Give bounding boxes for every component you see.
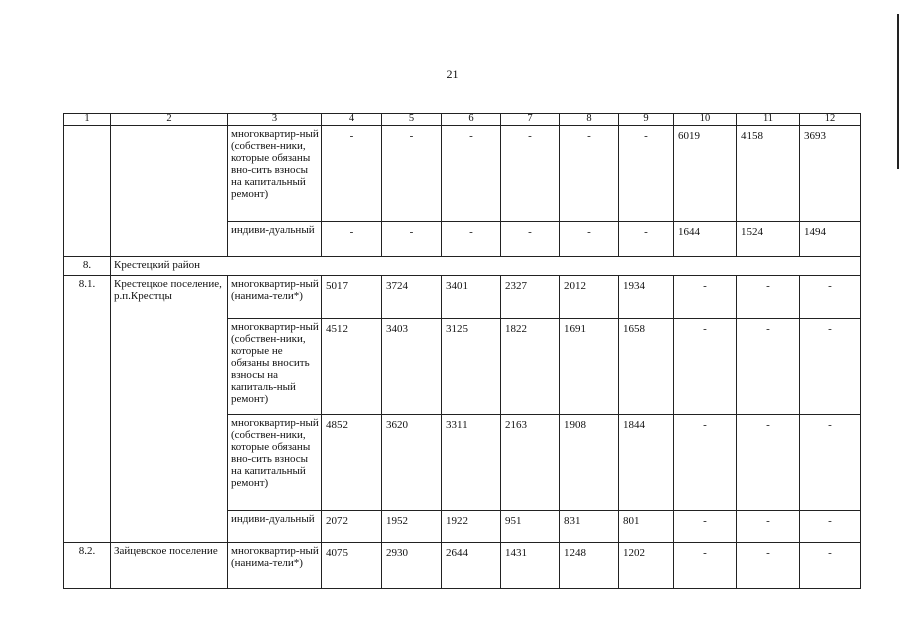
value-cell: - — [737, 276, 800, 319]
value-cell: 1844 — [619, 415, 674, 511]
value-cell: 2327 — [501, 276, 560, 319]
value-cell: 4075 — [322, 543, 382, 589]
value-cell: 5017 — [322, 276, 382, 319]
value-cell: - — [800, 276, 861, 319]
value-cell: 1822 — [501, 319, 560, 415]
value-cell: 1952 — [382, 511, 442, 543]
settlement-cell: Крестецкое поселение, р.п.Крестцы — [111, 276, 228, 543]
value-cell: 1494 — [800, 222, 861, 257]
settlement-cell — [111, 126, 228, 257]
value-cell: - — [674, 415, 737, 511]
value-cell: 2163 — [501, 415, 560, 511]
value-cell: 1431 — [501, 543, 560, 589]
value-cell: - — [674, 511, 737, 543]
value-cell: 1934 — [619, 276, 674, 319]
column-header: 10 — [674, 114, 737, 126]
value-cell: - — [737, 543, 800, 589]
value-cell: 1908 — [560, 415, 619, 511]
value-cell: - — [674, 543, 737, 589]
value-cell: 2644 — [442, 543, 501, 589]
housing-type-cell: многоквартир-ный (нанима-тели*) — [228, 543, 322, 589]
value-cell: 1248 — [560, 543, 619, 589]
housing-type-cell: многоквартир-ный (собствен-ники, которые обязаны вно-сить взносы на капитальный ремонт) — [228, 415, 322, 511]
row-number-cell: 8.2. — [64, 543, 111, 589]
value-cell: 4158 — [737, 126, 800, 222]
column-number-row — [64, 114, 861, 126]
column-header: 8 — [560, 114, 619, 126]
value-cell: 1922 — [442, 511, 501, 543]
value-cell: 3724 — [382, 276, 442, 319]
tariff-table — [63, 113, 861, 589]
housing-type-cell: индиви-дуальный — [228, 511, 322, 543]
value-cell: 1658 — [619, 319, 674, 415]
value-cell: - — [674, 276, 737, 319]
value-cell: 1202 — [619, 543, 674, 589]
value-cell: 801 — [619, 511, 674, 543]
table-row — [64, 276, 861, 319]
housing-type-cell: многоквартир-ный (собствен-ники, которые обязаны вно-сить взносы на капитальный ремонт) — [228, 126, 322, 222]
value-cell: - — [501, 126, 560, 222]
housing-type-cell: многоквартир-ный (нанима-тели*) — [228, 276, 322, 319]
value-cell: 3125 — [442, 319, 501, 415]
column-header: 2 — [111, 114, 228, 126]
value-cell: 1524 — [737, 222, 800, 257]
value-cell: 1691 — [560, 319, 619, 415]
value-cell: - — [619, 126, 674, 222]
value-cell: - — [674, 319, 737, 415]
value-cell: 831 — [560, 511, 619, 543]
value-cell: - — [442, 126, 501, 222]
value-cell: 3403 — [382, 319, 442, 415]
row-number-cell: 8.1. — [64, 276, 111, 543]
region-number: 8. — [64, 257, 111, 276]
value-cell: - — [322, 126, 382, 222]
value-cell: - — [737, 511, 800, 543]
page-number: 21 — [446, 67, 459, 81]
value-cell: 2072 — [322, 511, 382, 543]
value-cell: 951 — [501, 511, 560, 543]
value-cell: - — [560, 126, 619, 222]
column-header: 1 — [64, 114, 111, 126]
region-name: Крестецкий район — [111, 257, 861, 276]
value-cell: - — [800, 415, 861, 511]
value-cell: 3620 — [382, 415, 442, 511]
value-cell: 6019 — [674, 126, 737, 222]
value-cell: - — [737, 319, 800, 415]
value-cell: - — [800, 319, 861, 415]
column-header: 7 — [501, 114, 560, 126]
value-cell: 2930 — [382, 543, 442, 589]
scan-edge-line — [897, 14, 899, 169]
column-header: 4 — [322, 114, 382, 126]
value-cell: 4512 — [322, 319, 382, 415]
value-cell: 4852 — [322, 415, 382, 511]
value-cell: - — [442, 222, 501, 257]
column-header: 9 — [619, 114, 674, 126]
value-cell: - — [800, 511, 861, 543]
value-cell: 3401 — [442, 276, 501, 319]
value-cell: - — [501, 222, 560, 257]
value-cell: 3311 — [442, 415, 501, 511]
column-header: 3 — [228, 114, 322, 126]
value-cell: - — [382, 126, 442, 222]
value-cell: - — [800, 543, 861, 589]
value-cell: 1644 — [674, 222, 737, 257]
value-cell: 2012 — [560, 276, 619, 319]
table-row — [64, 126, 861, 222]
housing-type-cell: индиви-дуальный — [228, 222, 322, 257]
region-row — [64, 257, 861, 276]
value-cell: - — [322, 222, 382, 257]
value-cell: - — [619, 222, 674, 257]
settlement-cell: Зайцевское поселение — [111, 543, 228, 589]
value-cell: 3693 — [800, 126, 861, 222]
value-cell: - — [737, 415, 800, 511]
column-header: 6 — [442, 114, 501, 126]
value-cell: - — [382, 222, 442, 257]
housing-type-cell: многоквартир-ный (собствен-ники, которые не обязаны вносить взносы на капиталь-ный ремонт) — [228, 319, 322, 415]
row-number-cell — [64, 126, 111, 257]
value-cell: - — [560, 222, 619, 257]
column-header: 5 — [382, 114, 442, 126]
column-header: 11 — [737, 114, 800, 126]
column-header: 12 — [800, 114, 861, 126]
table-row — [64, 543, 861, 589]
